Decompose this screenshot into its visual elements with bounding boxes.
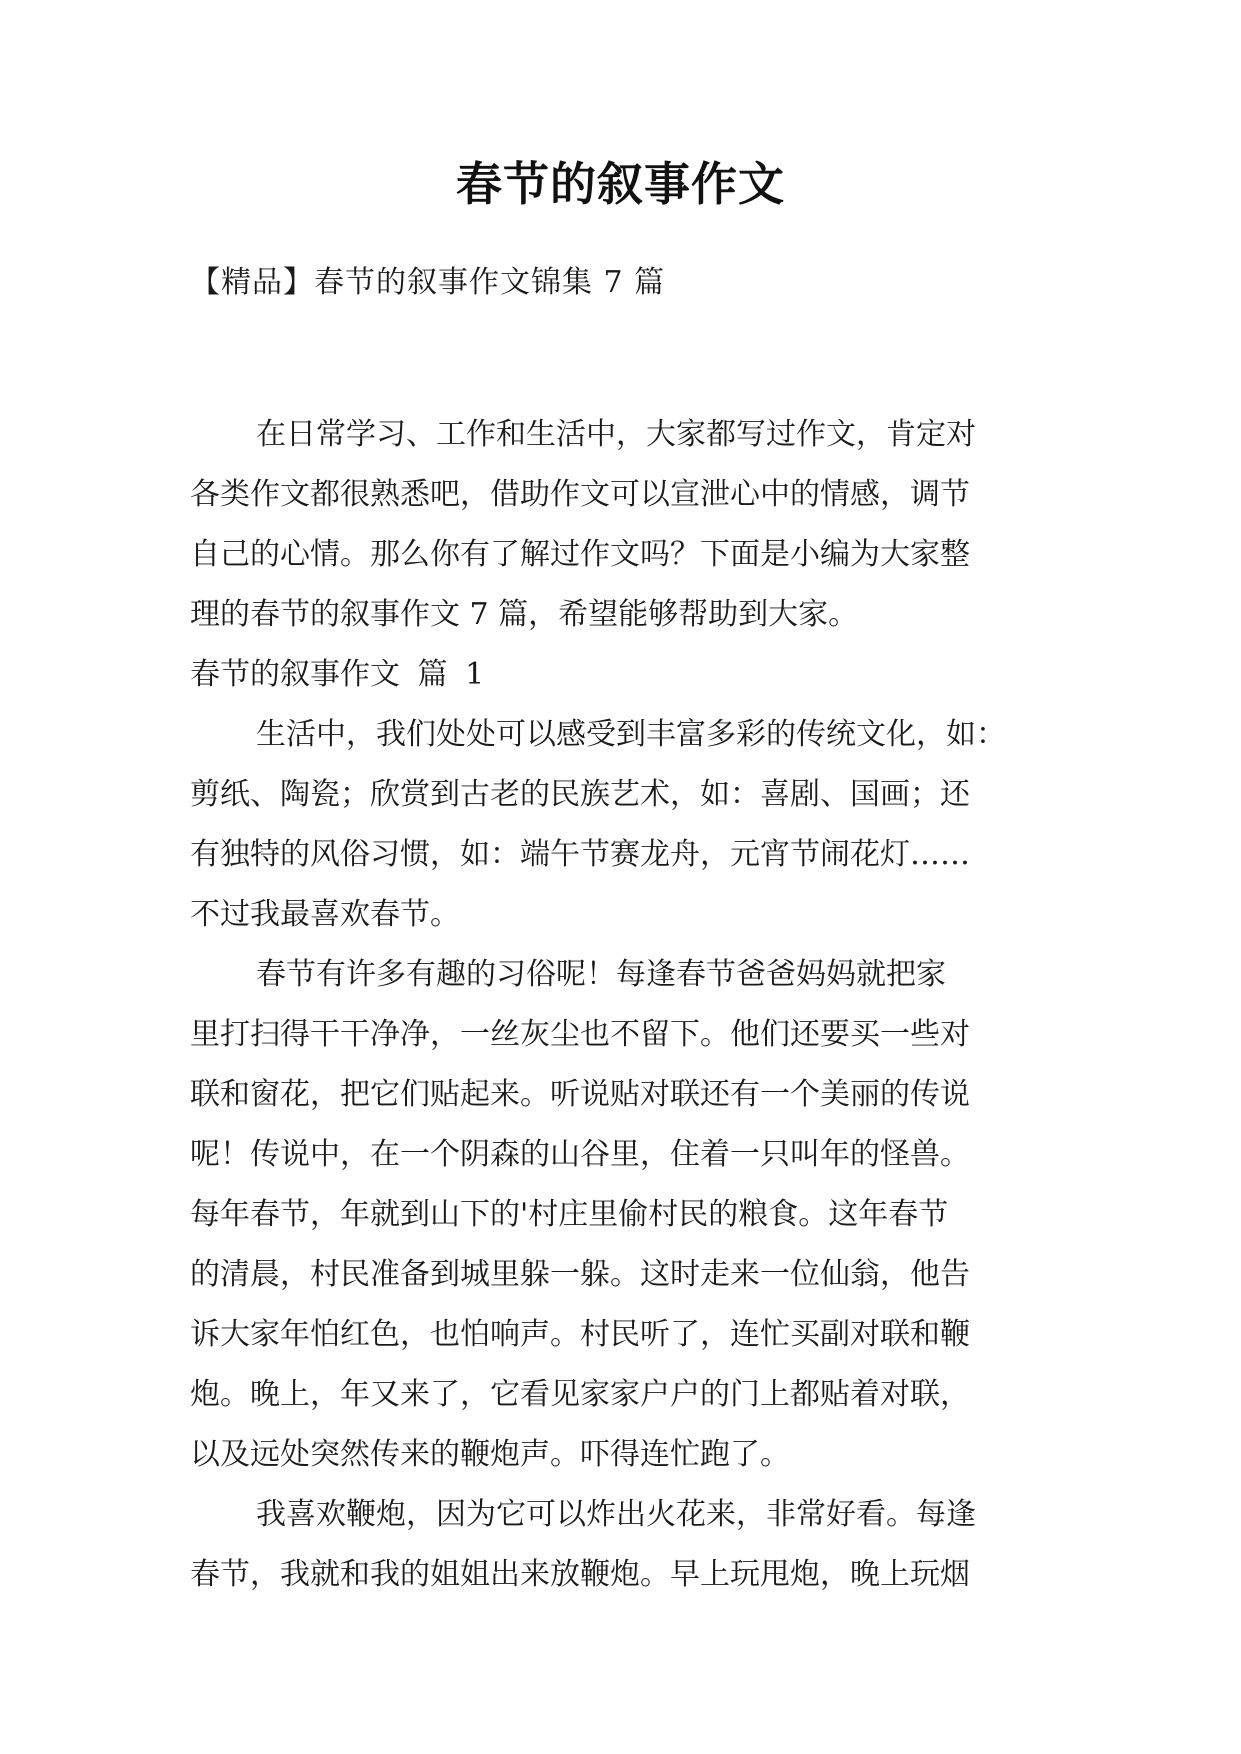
intro-line: 自己的心情。那么你有了解过作文吗？下面是小编为大家整: [190, 537, 970, 572]
paragraph-line: 生活中，我们处处可以感受到丰富多彩的传统文化，如：: [256, 717, 1006, 752]
paragraph-line: 联和窗花，把它们贴起来。听说贴对联还有一个美丽的传说: [190, 1077, 970, 1112]
paragraph-line: 剪纸、陶瓷；欣赏到古老的民族艺术，如：喜剧、国画；还: [190, 777, 970, 812]
intro-line: 各类作文都很熟悉吧，借助作文可以宣泄心中的情感，调节: [190, 477, 970, 512]
paragraph-line: 炮。晚上，年又来了，它看见家家户户的门上都贴着对联，: [190, 1377, 970, 1412]
intro-line: 在日常学习、工作和生活中，大家都写过作文，肯定对: [256, 417, 976, 452]
paragraph-line: 呢！传说中，在一个阴森的山谷里，住着一只叫年的怪兽。: [190, 1137, 970, 1172]
paragraph-line: 里打扫得干干净净，一丝灰尘也不留下。他们还要买一些对: [190, 1017, 970, 1052]
paragraph-line: 的清晨，村民准备到城里躲一躲。这时走来一位仙翁，他告: [190, 1257, 970, 1292]
paragraph-line: 不过我最喜欢春节。: [190, 897, 460, 932]
document-subtitle: 【精品】春节的叙事作文锦集 7 篇: [190, 265, 666, 300]
intro-line: 理的春节的叙事作文 7 篇，希望能够帮助到大家。: [190, 597, 859, 632]
paragraph-line: 诉大家年怕红色，也怕响声。村民听了，连忙买副对联和鞭: [190, 1317, 970, 1352]
paragraph-line: 春节，我就和我的姐姐出来放鞭炮。早上玩甩炮，晚上玩烟: [190, 1557, 970, 1592]
paragraph-line: 以及远处突然传来的鞭炮声。吓得连忙跑了。: [190, 1437, 790, 1472]
paragraph-line: 春节有许多有趣的习俗呢！每逢春节爸爸妈妈就把家: [256, 957, 946, 992]
document-body: [190, 405, 1055, 1605]
paragraph-line: 我喜欢鞭炮，因为它可以炸出火花来，非常好看。每逢: [256, 1497, 976, 1532]
paragraph-line: 有独特的风俗习惯，如：端午节赛龙舟，元宵节闹花灯……: [190, 837, 970, 872]
document-title: 春节的叙事作文: [456, 157, 785, 211]
paragraph-line: 每年春节，年就到山下的'村庄里偷村民的粮食。这年春节: [190, 1197, 949, 1232]
section-heading: 春节的叙事作文 篇 1: [190, 657, 485, 692]
